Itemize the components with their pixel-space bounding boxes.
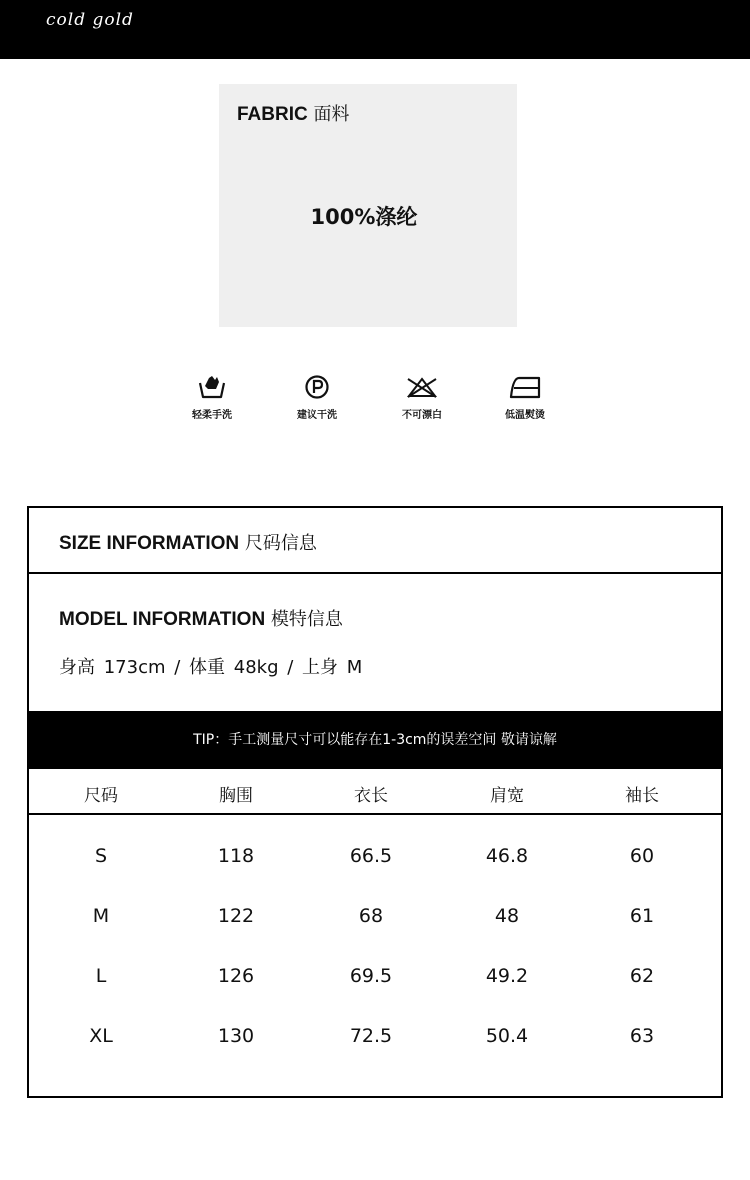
model-title-en: MODEL INFORMATION	[59, 609, 266, 630]
size-title	[59, 529, 317, 555]
table-row	[29, 961, 721, 991]
table-row	[29, 1021, 721, 1051]
size-table	[27, 506, 723, 1098]
table-cell: 61	[629, 905, 655, 927]
table-cell: XL	[89, 1025, 113, 1047]
table-row	[29, 841, 721, 871]
header-bar	[0, 0, 750, 59]
column-header: 肩宽	[490, 786, 524, 806]
care-item-hand-wash	[172, 374, 252, 421]
fabric-label-en: FABRIC	[237, 104, 308, 125]
column-header: 袖长	[625, 786, 659, 806]
model-stats: 身高 173cm / 体重 48kg / 上身 M	[59, 657, 363, 678]
table-cell: 126	[217, 965, 255, 987]
table-cell: 63	[629, 1025, 655, 1047]
column-header: 衣长	[354, 786, 388, 806]
dry-clean-p-icon	[302, 374, 332, 400]
table-cell: 66.5	[349, 845, 393, 867]
table-cell: S	[94, 845, 108, 867]
tip-bar: TIP：手工测量尺寸可以能存在1-3cm的误差空间 敬请谅解	[29, 711, 721, 769]
table-cell: 68	[358, 905, 384, 927]
model-title	[59, 605, 343, 631]
table-cell: 50.4	[485, 1025, 529, 1047]
fabric-label-cn: 面料	[313, 104, 350, 125]
care-label: 不可漂白	[402, 410, 442, 421]
care-item-dry-clean	[277, 374, 357, 421]
table-cell: 118	[217, 845, 255, 867]
size-title-en: SIZE INFORMATION	[59, 533, 240, 554]
table-row	[29, 901, 721, 931]
size-title-row	[29, 508, 721, 574]
hand-wash-icon	[197, 374, 227, 400]
table-cell: 60	[629, 845, 655, 867]
fabric-label	[237, 100, 349, 126]
table-cell: M	[92, 905, 110, 927]
size-title-cn: 尺码信息	[244, 533, 317, 554]
care-label: 轻柔手洗	[192, 410, 232, 421]
column-header: 尺码	[84, 786, 118, 806]
care-label: 低温熨烫	[505, 410, 545, 421]
care-item-no-bleach	[382, 374, 462, 421]
table-cell: 122	[217, 905, 255, 927]
no-bleach-icon	[404, 374, 440, 400]
table-cell: L	[95, 965, 107, 987]
brand-logo: cold gold	[46, 10, 134, 30]
table-cell: 48	[494, 905, 520, 927]
fabric-content: 100%涤纶	[310, 205, 418, 229]
care-item-low-iron	[485, 374, 565, 421]
table-cell: 130	[217, 1025, 255, 1047]
care-label: 建议干洗	[297, 410, 337, 421]
low-iron-icon	[507, 374, 543, 400]
table-cell: 69.5	[349, 965, 393, 987]
table-cell: 46.8	[485, 845, 529, 867]
table-cell: 72.5	[349, 1025, 393, 1047]
model-title-cn: 模特信息	[270, 609, 343, 630]
table-cell: 62	[629, 965, 655, 987]
fabric-panel	[219, 84, 517, 327]
table-header-row	[29, 769, 721, 815]
table-cell: 49.2	[485, 965, 529, 987]
column-header: 胸围	[219, 786, 253, 806]
